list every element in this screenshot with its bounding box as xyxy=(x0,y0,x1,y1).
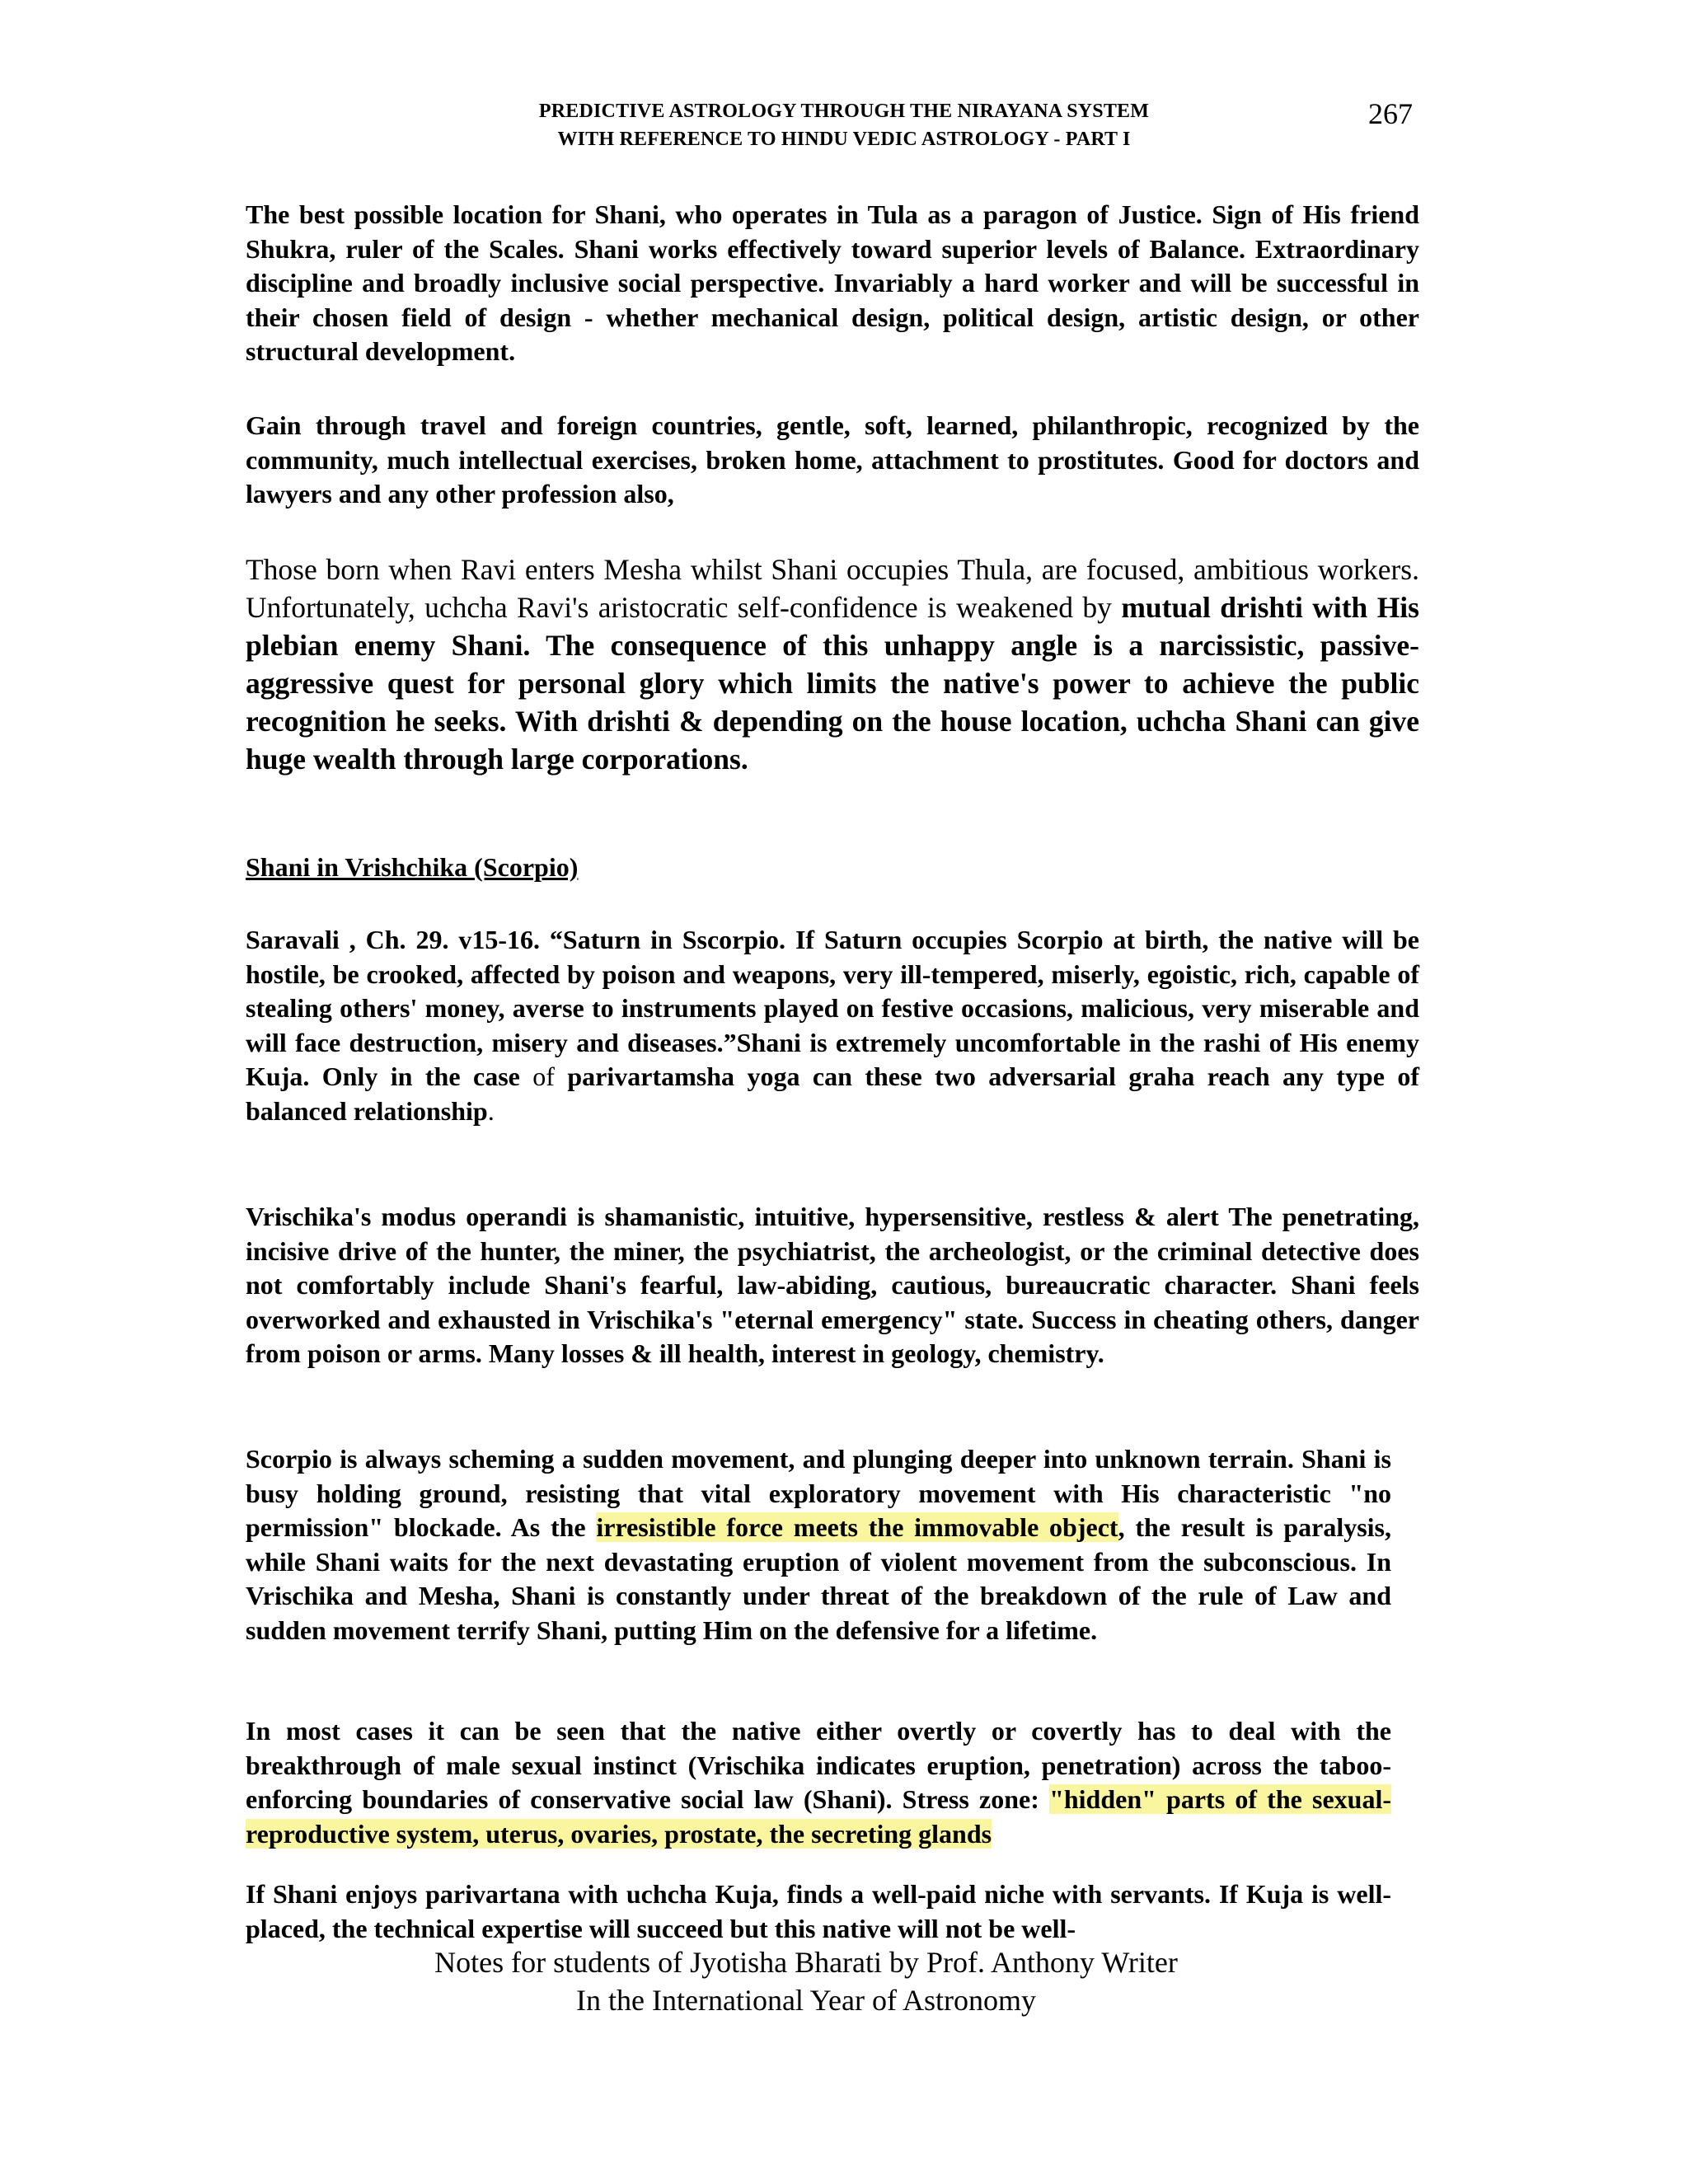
paragraph-scorpio-scheming xyxy=(246,1442,1391,1647)
paragraph-ravi-mesha xyxy=(246,551,1419,778)
paragraph-saravali-end: . xyxy=(487,1095,495,1126)
paragraph-modus-operandi: Vrischika's modus operandi is shamanistic, intuitive, hypersensitive, restless & alert The penetrating, incisive drive of the hunter, the miner, the psychiatrist, the archeologist, or the criminal detective does not comfortably include Shani's fearful, law-abiding, cautious, bureaucratic character. Shani feels overworked and exhausted in Vrischika's "eternal emergency" state. Success in cheating others, danger from poison or arms. Many losses & ill health, interest in geology, chemistry. xyxy=(246,1202,1419,1368)
highlighted-text-irresistible-force: irresistible force meets the immovable object xyxy=(596,1512,1118,1542)
paragraph-saravali-quote xyxy=(246,923,1419,1128)
header-line-1: PREDICTIVE ASTROLOGY THROUGH THE NIRAYANA SYSTEM xyxy=(538,101,1150,122)
paragraph-scorpio-part-a: Scorpio is always scheming a sudden movement, and plunging deeper into unknown terrain. Shani is busy holding ground, resisting that vital exploratory movement with His characteristic "no permission" blockade. As the xyxy=(246,1444,1391,1542)
footer-line-1: Notes for students of Jyotisha Bharati by Prof. Anthony Writer xyxy=(434,1946,1178,1979)
section-heading-vrishchika: Shani in Vrishchika (Scorpio) xyxy=(246,852,579,882)
running-header xyxy=(0,97,1688,153)
paragraph-tula-location: The best possible location for Shani, who operates in Tula as a paragon of Justice. Sign of His friend Shukra, ruler of the Scales. Shani works effectively toward superior levels of Balance. Extraordinary discipline and broadly inclusive social perspective. Invariably a hard worker and will be successful in their chosen field of design - whether mechanical design, political design, artistic design, or other structural development. xyxy=(246,199,1419,366)
paragraph-gain-through-travel: Gain through travel and foreign countries, gentle, soft, learned, philanthropic, recognized by the community, much intellectual exercises, broken home, attachment to prostitutes. Good for doctors and lawyers and any other profession also, xyxy=(246,410,1419,509)
paragraph-most-cases xyxy=(246,1714,1391,1851)
page-footer xyxy=(0,1943,1612,2019)
footer-line-2: In the International Year of Astronomy xyxy=(576,1984,1036,2017)
paragraph-saravali-part-b: parivartamsha yoga can these two adversarial graha reach any type of balanced relationship xyxy=(246,1062,1420,1126)
paragraph-scorpio-part-b: , the result is paralysis, while Shani waits for the next devastating eruption of violent movement from the subconscious. In Vrischika and Mesha, Shani is constantly under threat of the breakdown of the rule of Law and sudden movement terrify Shani, putting Him on the defensive for a lifetime. xyxy=(246,1512,1391,1645)
paragraph-most-cases-part-a: In most cases it can be seen that the native either overtly or covertly has to deal with the breakthrough of male sexual instinct (Vrischika indicates eruption, penetration) across the taboo-enforcing boundaries of conservative social law (Shani). Stress zone: xyxy=(246,1716,1391,1814)
paragraph-saravali-of: of xyxy=(532,1062,555,1091)
header-line-2: WITH REFERENCE TO HINDU VEDIC ASTROLOGY - PART I xyxy=(557,129,1131,150)
highlighted-text-hidden-parts: "hidden" parts of the sexual-reproductive system, uterus, ovaries, prostate, the secreting glands xyxy=(246,1784,1392,1849)
paragraph-saravali-part-a: Saravali , Ch. 29. v15-16. “Saturn in Sscorpio. If Saturn occupies Scorpio at birth, the native will be hostile, be crooked, affected by poison and weapons, very ill-tempered, miserly, egoistic, rich, capable of stealing others' money, averse to instruments played on festive occasions, malicious, very miserable and will face destruction, misery and diseases.”Shani is extremely uncomfortable in the rashi of His enemy Kuja. Only in the case xyxy=(246,925,1419,1091)
page-number: 267 xyxy=(1368,97,1413,130)
paragraph-parivartana: If Shani enjoys parivartana with uchcha Kuja, finds a well-paid niche with servants. If Kuja is well-placed, the technical expertise will succeed but this native will not be well- xyxy=(246,1879,1391,1943)
paragraph-ravi-mesha-bold: mutual drishti with His plebian enemy Shani. The consequence of this unhappy angle is a narcissistic, passive-aggressive quest for personal glory which limits the native's power to achieve the public recognition he seeks. With drishti & depending on the house location, uchcha Shani can give huge wealth through large corporations. xyxy=(246,591,1419,776)
paragraph-ravi-mesha-normal: Those born when Ravi enters Mesha whilst Shani occupies Thula, are focused, ambitious workers. Unfortunately, uchcha Ravi's aristocratic self-confidence is weakened by xyxy=(246,553,1419,624)
